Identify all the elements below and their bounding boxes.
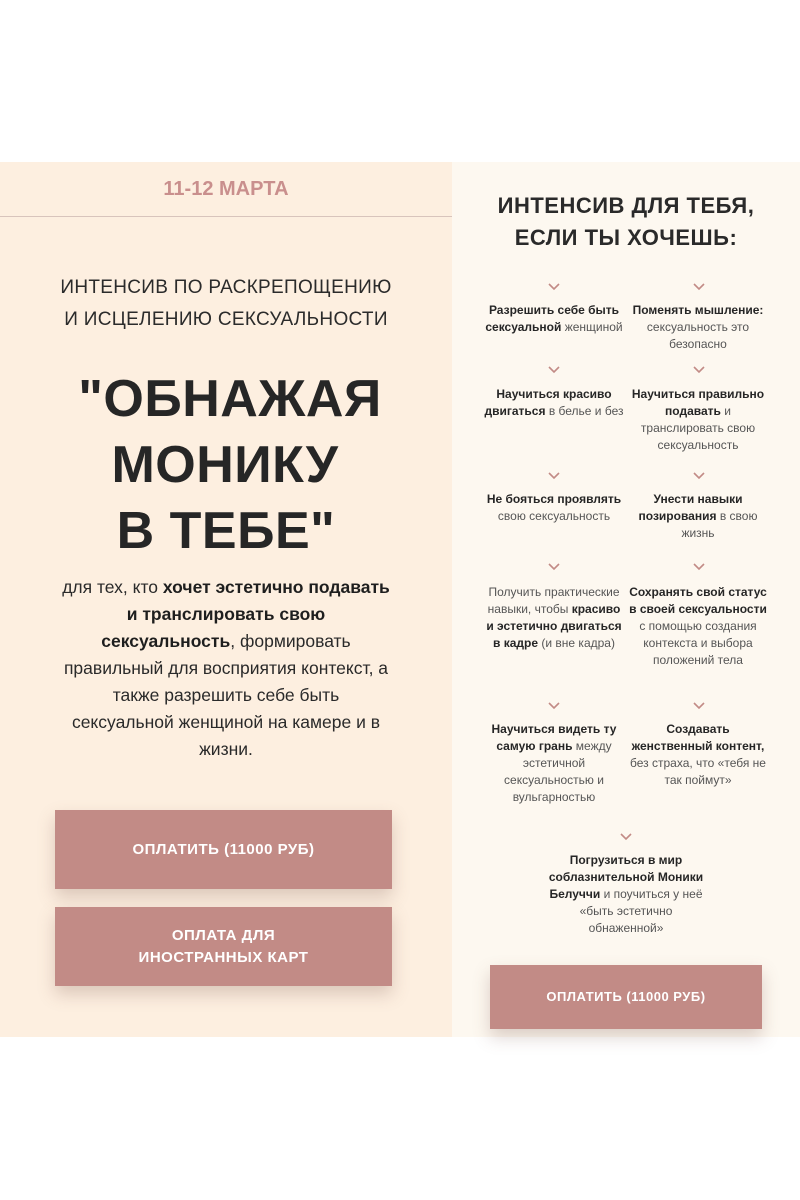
left-panel [0,162,452,1037]
right-panel [452,162,800,1037]
benefit-item: Унести навыки позирования в свою жизнь [638,492,758,540]
benefit-item: Создавать женственный контент, без страха, что «тебя не так поймут» [630,722,766,787]
page-subtitle [0,272,452,336]
subtitle-line-2: И ИСЦЕЛЕНИЮ СЕКСУАЛЬНОСТИ [64,309,388,330]
chevron-down-icon [547,699,561,713]
divider [0,216,452,217]
description-text-1: для тех, кто [62,577,163,597]
chevron-down-icon [692,280,706,294]
chevron-down-icon [547,560,561,574]
benefit-item: Получить практические навыки, чтобы красиво и эстетично двигаться в кадре (и вне кадра) [486,585,622,650]
benefits-title-line-1: ИНТЕНСИВ ДЛЯ ТЕБЯ, [497,193,755,218]
chevron-down-icon [692,560,706,574]
chevron-down-icon [692,469,706,483]
chevron-down-icon [547,280,561,294]
event-date: 11-12 МАРТА [163,178,289,200]
subtitle-line-1: ИНТЕНСИВ ПО РАСКРЕПОЩЕНИЮ [60,277,392,298]
benefits-title-line-2: ЕСЛИ ТЫ ХОЧЕШЬ: [514,225,738,250]
benefit-item: Научиться правильно подавать и транслировать свою сексуальность [631,387,765,452]
chevron-down-icon [619,830,633,844]
benefit-item: Поменять мышление: сексуальность это безопасно [632,303,764,351]
benefit-item: Погрузиться в мир соблазнительной Моники Белуччи и поучиться у неё «быть эстетично обнаженной» [548,853,704,935]
foreign-button-line-2: ИНОСТРАННЫХ КАРТ [138,949,309,966]
intro-description [60,574,392,763]
page-title [0,366,452,564]
pay-button[interactable]: ОПЛАТИТЬ (11000 РУБ) [55,810,392,889]
title-line-1: "ОБНАЖАЯ [78,370,382,428]
title-line-2: МОНИКУ [111,436,339,494]
benefit-item: Научиться красиво двигаться в белье и без [484,387,624,418]
chevron-down-icon [547,363,561,377]
description-bold-1: хочет эстетично подавать и транслировать свою сексуальность [101,577,390,651]
benefit-item: Сохранять свой статус в своей сексуальности с помощью создания контекста и выбора положений тела [629,585,767,667]
benefit-item: Разрешить себе быть сексуальной женщиной [485,303,623,334]
pay-button[interactable]: ОПЛАТИТЬ (11000 РУБ) [490,965,762,1029]
benefit-item: Не бояться проявлять свою сексуальность [486,492,622,523]
foreign-card-pay-button[interactable] [55,907,392,986]
chevron-down-icon [692,699,706,713]
foreign-button-line-1: ОПЛАТА ДЛЯ [171,927,276,944]
chevron-down-icon [692,363,706,377]
benefit-item: Научиться видеть ту самую грань между эстетичной сексуальностью и вульгарностью [491,722,617,804]
benefits-title [452,190,800,254]
description-text-2: , формировать правильный для восприятия контекст, а также разрешить себе быть сексуальной женщиной на камере и в жизни. [63,631,389,759]
title-line-3: В ТЕБЕ" [116,502,336,560]
chevron-down-icon [547,469,561,483]
